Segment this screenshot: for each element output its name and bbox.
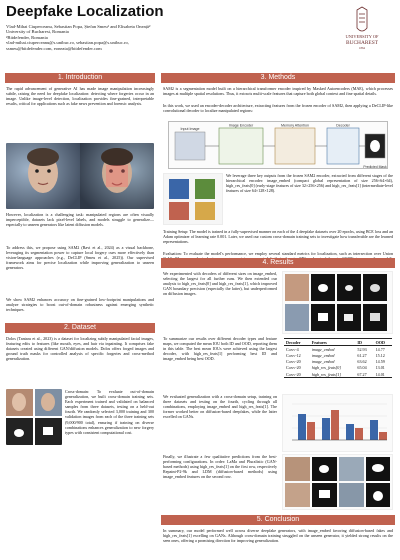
table-cell: 14.77	[375, 346, 385, 352]
affiliation-1: University of Bucharest, Romania	[6, 29, 69, 35]
table-cell: image_embed	[311, 352, 335, 358]
table-row	[284, 365, 392, 371]
svg-text:UNIVERSITY OF: UNIVERSITY OF	[345, 34, 379, 39]
diagram-label-decoder: Decoder	[336, 123, 350, 128]
table-cell: Conv-4	[286, 346, 299, 352]
architecture-diagram	[168, 121, 388, 169]
results-table	[284, 338, 392, 378]
svg-text:BUCHAREST: BUCHAREST	[345, 40, 379, 46]
table-cell: high_res_feats[0]	[311, 365, 341, 371]
feature-maps-illustration	[163, 173, 223, 225]
intro-paragraph-2: However, localization is a challenging task: manipulated regions are often visually imperceptible, datasets lack pixel-level labels, and models struggle to generalize—especially to unseen generators like latent diffusion models.	[6, 212, 154, 228]
decoder-comparison-figure	[282, 271, 393, 334]
table-cell: image_embed	[311, 346, 335, 352]
table-header-row	[284, 339, 392, 346]
dataset-paragraph-2: Cross-domain: To evaluate out-of-domain generalization, we built cross-domain training sets. Each experiment trained and validated on balanced samples from three datasets, testing on a held-out fourth. We randomly selected 3,000 training and 300 validation images from each of the three training sets (9,000/900 total), ensuring if training on diverse combinations enhances generalization to new forgery types with consistent computational cost.	[65, 389, 154, 435]
methods-paragraph-1: SAM2 is a segmentation model built on a hierarchical transformer encoder inspired by Masked Autoencoders (MAE), which processes images at multiple spatial resolutions. Thus, it extracts multi-scale features that capture both global context and fine spatial details.	[163, 86, 393, 97]
table-cell: image_embed	[311, 359, 335, 365]
results-paragraph-4: Finally, we illustrate a few qualitative predictions from the best-performing configurations. In order: LaMa and Pluralistic (GAN-based methods) using high_res_feats[1] on the first row, respectively Repaint-P2-9k and LDM (diffusion-based methods) using image_embed features on the second row.	[163, 454, 277, 480]
university-logo	[330, 6, 394, 52]
table-row	[284, 346, 392, 353]
table-cell: 52.93	[357, 346, 367, 352]
cross-domain-chart	[282, 394, 393, 452]
section-title-methods: 3. Methods	[161, 73, 395, 83]
dataset-paragraph-1: Dolos (Tantaru et al., 2023) is a dataset for localizing subtly manipulated facial images, featuring edits to features (like mouth, eyes, and hair via inpainting. It comprises fake datasets created using different GAN/diffusion models. Dolos offers forged images and ground truth masks for controlled analysis of specific forgeries and cross-method generalization.	[6, 336, 154, 362]
table-header-ood: OOD	[375, 339, 385, 345]
qualitative-predictions	[282, 454, 393, 510]
table-header-features: Features	[311, 339, 327, 345]
methods-training-setup: Training Setup: The model is trained in a fully-supervised manner on each of the 4 deepfake datasets over 20 epochs, using BCE loss and an Adam optimizer of learning rate 0.001. Later, we used our custom cross-domain training sets to investigate how transferable are the learned representations.	[163, 229, 393, 245]
affiliation-2: ²Bitdefender, Romania	[6, 34, 48, 40]
intro-paragraph-4: We show SAM2 enhances accuracy on fine-grained low-footprint manipulations and analyze strategies to boost out-of-domain robustness against emerging synthetic techniques.	[6, 297, 154, 313]
diagram-label-input: Input Image	[180, 127, 200, 131]
section-title-introduction: 1. Introduction	[5, 73, 155, 83]
section-title-results: 4. Results	[161, 258, 395, 268]
table-cell: Conv-20	[286, 371, 301, 377]
dataset-sample-grid	[6, 389, 62, 445]
authors-line: Vlad-Mihai Ciuperceanu, Sebastian Popa, Ștefan Smeu¹ and Elisabeta Oneață²	[6, 24, 151, 29]
table-cell: Conv-12	[286, 352, 301, 358]
poster-header	[0, 0, 400, 62]
table-cell: 61.27	[357, 352, 367, 358]
table-cell: 13.01	[375, 365, 385, 371]
table-cell: 65.04	[357, 365, 367, 371]
poster-title: Deepfake Localization	[6, 3, 164, 20]
results-paragraph-3: We evaluated generalization with a cross-domain setup, training on three datasets and testing on the fourth, cycling through all combinations, employing image_embed and high_res_feats[1]. The former worked better on diffusion-based deepfakes, while the latter excelled on GANs.	[163, 394, 277, 420]
table-cell: 14.59	[375, 359, 385, 365]
results-paragraph-1: We experimented with decoders of different sizes on image_embed, selecting the largest for all further runs. We then extended our analysis to high_res_feats[0] and high_res_feats[1], which improved GAN boundary precision (especially the latter), but underperformed on diffusion images.	[163, 271, 277, 297]
table-cell: 14.01	[375, 371, 385, 377]
table-cell: Conv-20	[286, 359, 301, 365]
emails-line-1: vlad-mihai.ciuperceanu@s.unibuc.ro, sebastian.popa@s.unibuc.ro,	[6, 40, 129, 46]
table-cell: 63.62	[357, 359, 367, 365]
diagram-label-memory: Memory Attention	[281, 123, 309, 128]
emails-line-2: ssmeu@bitdefender.com, eoneata@bitdefender.com	[6, 45, 102, 51]
table-cell: high_res_feats[1]	[311, 371, 341, 377]
table-cell: 15.12	[375, 352, 385, 358]
diagram-label-encoder: Image Encoder	[228, 123, 254, 128]
section-title-dataset: 2. Dataset	[5, 323, 155, 333]
svg-text:1864: 1864	[359, 46, 365, 50]
intro-illustration	[6, 143, 154, 209]
diagram-label-mask: Predicted Mask	[363, 165, 387, 169]
author-block	[6, 24, 306, 51]
section-title-conclusion: 5. Conclusion	[161, 515, 395, 525]
table-header-id: ID	[357, 339, 362, 345]
table-cell: 67.27	[357, 371, 367, 377]
results-paragraph-2: To summarize our results over different decoder types and feature maps, we computed the mean IOU both ID and OOD, reporting them in this table. The best mean IOUs were achieved using the largest decoder, with high_res_feats[1] performing best ID and image_embed being best OOD.	[163, 336, 277, 362]
table-cell: Conv-20	[286, 365, 301, 371]
methods-paragraph-3: We leverage three key outputs from the frozen SAM2 encoder, extracted from different stages of the hierarchical encoder: image_embed (compact global representation of size 256×64×64), high_res_feats[0] (early-stage features of size 32×256×256) and high_res_feats[1] (intermediate-level features of size 64×128×128).	[226, 173, 393, 194]
table-row	[284, 371, 392, 378]
intro-paragraph-1: The rapid advancement of generative AI has made image manipulation increasingly subtle, raising the need for deepfake localization: detecting where forgeries occur in an image. Unlike image-level detection, localization provides fine-grained, interpretable results, critical for applications such as fake news prevention and forensic analysis.	[6, 86, 154, 107]
table-header-decoder: Decoder	[286, 339, 301, 345]
conclusion-paragraph: In summary, our model performed well across diverse deepfake generators, with image_embed favoring diffusion-based fakes and high_res_feats[1] excelling on GANs. Although cross-domain training struggled on the unseen generator, it yielded strong results on the seen ones, offering a promising direction for improving generalization.	[163, 528, 393, 544]
methods-evaluation: Evaluation: To evaluate the model's performance, we employ several standard metrics for localization, such as intersection over Union	[163, 251, 393, 256]
intro-paragraph-3: To address this, we propose using SAM2 (Ravi et al., 2024) as a visual backbone, leveraging its segmentation power to capture local forgery cues more effectively than vision-language approaches (e.g., DeCLIP (Smeu et al., 2025)). Our supervised framework aims for precise localization while improving generalization to unseen generators.	[6, 245, 154, 271]
methods-paragraph-2: In this work, we used an encoder-decoder architecture, extracting features from the frozen encoder of SAM2, then applying a DeCLIP-like convolutional decoder to localize manipulated regions:	[163, 103, 393, 114]
